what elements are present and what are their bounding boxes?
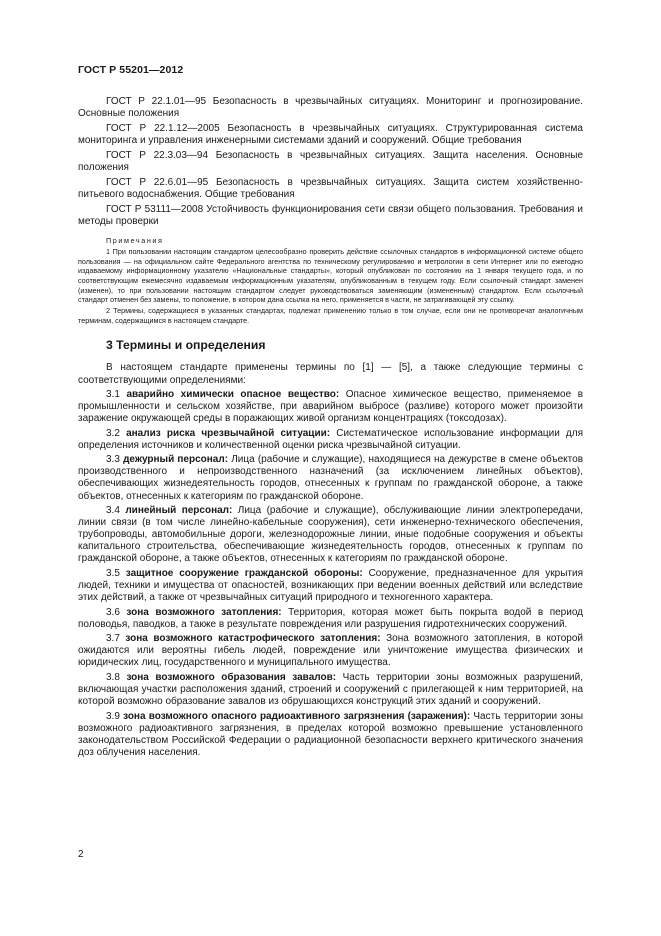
note-item: 1 При пользовании настоящим стандартом целесообразно проверить действие ссылочных стандартов в информационной системе общего пользования — на официальном сайте Федерального агентства по техническому регулированию и метрологии в сети Интернет или по ежегодно издаваемому информационному указателю «Национальные стандарты», который опубликован по состоянию на 1 января текущего года, и по соответствующим ежемесячно издаваемым информационным указателям, опубликованным в текущем году. Если ссылочный стандарт заменен (изменен), то при пользовании настоящим стандартом следует руководствоваться заменяющим (измененным) стандартом. Если ссылочный стандарт отменен без замены, то положение, в котором дана ссылка на него, применяется в части, не затрагивающей эту ссылку.: [78, 246, 583, 305]
term-entry: [78, 711, 583, 759]
term-definition: Опасное химическое вещество, применяемое в промышленности и сельском хозяйстве, при аварийном выбросе (разливе) которого может произойти заражение окружающей среды в поражающих живой организм концентрациях (токсодозах).: [78, 389, 584, 425]
document-body: [78, 96, 583, 761]
term-name: зона возможного образования завалов:: [126, 671, 337, 683]
term-definition: Систематическое использование информации для определения источников и количественной оценки риска чрезвычайной ситуации.: [78, 427, 584, 451]
term-entry: [78, 428, 583, 452]
term-entry: [78, 672, 583, 708]
page-number: 2: [78, 849, 84, 860]
reference-list: [78, 96, 583, 228]
term-name: аварийно химически опасное вещество:: [126, 389, 340, 401]
term-number: 3.9: [106, 710, 120, 722]
term-definition: Часть территории зоны возможных разрушений, включающая участки расположения зданий, строений и сооружений с прилегающей к ним территорией, на которой возможно образование завалов из обрушающихся конструкций этих зданий и сооружений.: [78, 671, 584, 708]
note-item: 2 Термины, содержащиеся в указанных стандартах, подлежат применению только в том случае, если они не противоречат аналогичным терминам, содержащимся в настоящем стандарте.: [78, 306, 583, 325]
term-name: защитное сооружение гражданской обороны:: [125, 567, 363, 579]
reference-item: ГОСТ Р 22.3.03—94 Безопасность в чрезвычайных ситуациях. Защита населения. Основные положения: [78, 149, 583, 174]
reference-item: ГОСТ Р 22.6.01—95 Безопасность в чрезвычайных ситуациях. Защита систем хозяйственно-питьевого водоснабжения. Общие требования: [78, 176, 583, 201]
term-definition: Лица (рабочие и служащие), находящиеся на дежурстве в смене объектов производственного и непроизводственного назначений (за исключением линейных объектов), обеспечивающих жизнедеятельность городов, отнесенных к группам по гражданской обороне, а также объектов, отнесенных к категориям по гражданской обороне.: [78, 454, 584, 502]
term-number: 3.7: [106, 633, 120, 645]
notes-block: [78, 236, 583, 325]
term-name: зона возможного опасного радиоактивного загрязнения (заражения):: [123, 710, 471, 722]
term-entry: [78, 389, 583, 425]
reference-item: ГОСТ Р 53111—2008 Устойчивость функционирования сети связи общего пользования. Требования и методы проверки: [78, 203, 583, 228]
term-definition: Часть территории зоны возможного радиоактивного загрязнения, в пределах которой возможно превышение установленного законодательством Российской Федерации о радиационной безопасности верхнего критического значения доз облучения населения.: [78, 710, 584, 758]
term-number: 3.8: [106, 671, 120, 683]
term-definition: Лица (рабочие и служащие), обслуживающие линии электропередачи, линии связи (в том числе линейно-кабельные сооружения), сети инженерно-технического обеспечения, трубопроводы, автомобильные дороги, железнодорожные линии, иные подобные сооружения и объекты капитального строительства, обеспечивающие жизнедеятельность городов, отнесенных к группам по гражданской обороне, а также объектов, отнесенных к категориям по гражданской обороне.: [78, 505, 584, 565]
term-entry: [78, 454, 583, 502]
term-definition: Зона возможного затопления, в которой ожидаются или вероятны гибель людей, повреждение или уничтожение имущества физических и юридических лиц, государственного и муниципального имущества.: [78, 633, 584, 669]
term-name: анализ риска чрезвычайной ситуации:: [126, 427, 331, 439]
term-name: зона возможного катастрофического затопления:: [125, 633, 381, 645]
section-intro: В настоящем стандарте применены термины по [1] — [5], а также следующие термины с соответствующими определениями:: [78, 362, 583, 386]
reference-item: ГОСТ Р 22.1.12—2005 Безопасность в чрезвычайных ситуациях. Структурированная система мониторинга и управления инженерными системами зданий и сооружений. Общие требования: [78, 122, 583, 147]
term-number: 3.5: [106, 567, 120, 579]
term-number: 3.2: [106, 427, 120, 439]
section-title: 3 Термины и определения: [106, 338, 266, 353]
term-entry: [78, 568, 583, 604]
term-number: 3.3: [106, 454, 120, 466]
term-entry: [78, 633, 583, 669]
term-name: зона возможного затопления:: [126, 606, 282, 618]
term-definition: Территория, которая может быть покрыта водой в период половодья, паводков, а также в результате повреждения или разрушения гидротехнических сооружений.: [78, 606, 583, 630]
term-name: дежурный персонал:: [123, 454, 229, 466]
term-number: 3.4: [106, 505, 120, 517]
term-entry: [78, 505, 583, 565]
term-definition: Сооружение, предназначенное для укрытия людей, техники и имущества от опасностей, возникающих при ведении военных действий или вследствие этих действий, а также от чрезвычайных ситуаций природного и техногенного характера.: [78, 567, 584, 604]
term-number: 3.6: [106, 606, 120, 618]
term-entry: [78, 607, 583, 631]
term-number: 3.1: [106, 389, 120, 401]
document-header: ГОСТ Р 55201—2012: [78, 64, 184, 76]
term-name: линейный персонал:: [125, 505, 233, 517]
notes-title: Примечания: [106, 236, 164, 246]
terms-list: [78, 362, 583, 758]
reference-item: ГОСТ Р 22.1.01—95 Безопасность в чрезвычайных ситуациях. Мониторинг и прогнозирование. Основные положения: [78, 96, 583, 120]
